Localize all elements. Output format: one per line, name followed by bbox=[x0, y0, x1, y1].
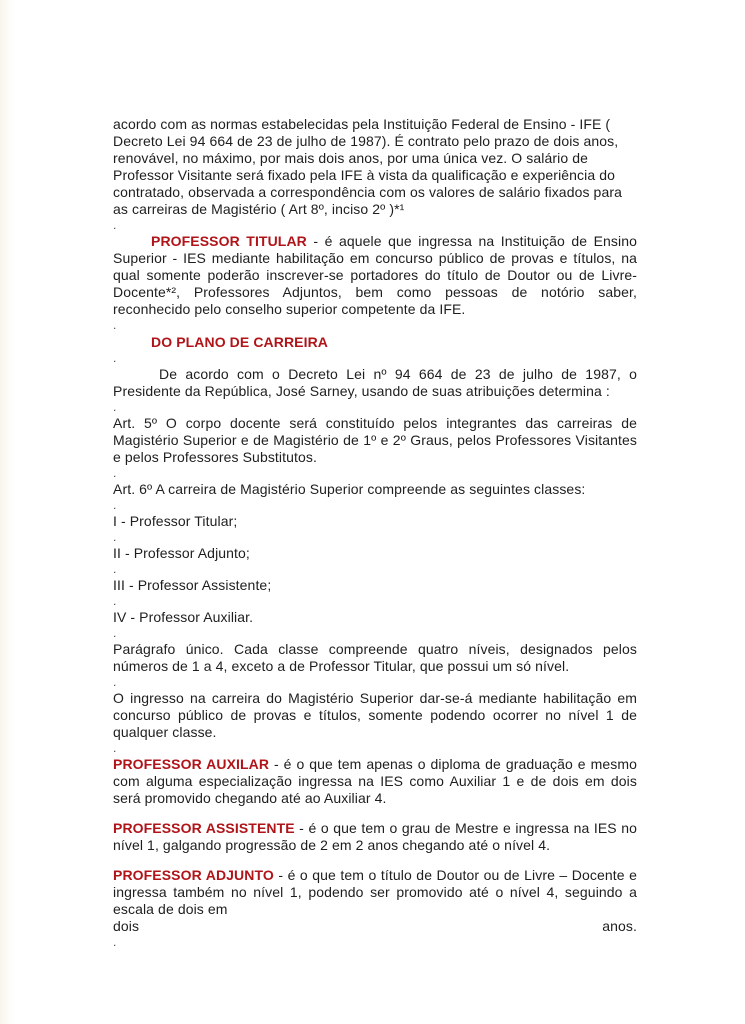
paragraph-intro: acordo com as normas estabelecidas pela Instituição Federal de Ensino - IFE ( Decreto Lei 94 664 de 23 de julho de 1987). É contrato pelo prazo de dois anos, renovável, no máximo, por mais dois anos, por uma única vez. O salário de Professor Visitante será fixado pela IFE à vista da qualificação e experiência do contratado, observada a correspondência com os valores de salário fixados para as carreiras de Magistério ( Art 8º, inciso 2º )*¹ bbox=[113, 116, 622, 217]
adjunto-last-line-right: anos. bbox=[602, 918, 637, 934]
adjunto-last-line bbox=[113, 918, 637, 935]
heading-do-plano-de-carreira: DO PLANO DE CARREIRA bbox=[151, 334, 329, 350]
scan-edge-shadow bbox=[0, 0, 16, 1024]
professor-auxiliar-label: PROFESSOR AUXILAR bbox=[113, 756, 270, 772]
professor-assistente-text: - é o que tem o grau de Mestre e ingressa na IES no nível 1, galgando progressão de 2 em 2 anos chegando até o nível 4. bbox=[113, 820, 637, 853]
dot-separator: . bbox=[113, 400, 117, 414]
list-item-class-4: IV - Professor Auxiliar. bbox=[113, 609, 254, 625]
paragraph-decreto: De acordo com o Decreto Lei nº 94 664 de 23 de julho de 1987, o Presidente da República, José Sarney, usando de suas atribuições determina : bbox=[113, 366, 637, 399]
paragraph-professor-titular bbox=[113, 233, 637, 318]
professor-titular-text: - é aquele que ingressa na Instituição de Ensino Superior - IES mediante habilitação em concurso público de provas e títulos, na qual somente poderão inscrever-se portadores do título de Doutor ou de Livre-Docente*², Professores Adjuntos, bem como pessoas de notório saber, reconhecido pelo conselho superior competente da IFE. bbox=[113, 233, 637, 317]
dot-separator: . bbox=[113, 351, 117, 365]
dot-separator: . bbox=[113, 626, 117, 640]
list-item-class-3: III - Professor Assistente; bbox=[113, 577, 272, 593]
paragraph-ingresso: O ingresso na carreira do Magistério Superior dar-se-á mediante habilitação em concurso público de provas e títulos, somente podendo ocorrer no nível 1 de qualquer classe. bbox=[113, 690, 637, 740]
blank-line bbox=[113, 854, 637, 867]
dot-separator: . bbox=[113, 562, 117, 576]
paragraph-art5: Art. 5º O corpo docente será constituído pelos integrantes das carreiras de Magistério Superior e de Magistério de 1º e 2º Graus, pelos Professores Visitantes e pelos Professores Substitutos. bbox=[113, 415, 637, 465]
list-item-class-2: II - Professor Adjunto; bbox=[113, 545, 250, 561]
dot-separator: . bbox=[113, 675, 117, 689]
paragraph-art6: Art. 6º A carreira de Magistério Superior compreende as seguintes classes: bbox=[113, 481, 586, 497]
dot-separator: . bbox=[113, 318, 117, 332]
paragraph-professor-assistente bbox=[113, 820, 637, 854]
paragraph-professor-adjunto bbox=[113, 867, 637, 918]
dot-separator: . bbox=[113, 594, 117, 608]
professor-auxiliar-text: - é o que tem apenas o diploma de graduação e mesmo com alguma especialização ingressa na IES como Auxiliar 1 e de dois em dois será promovido chegando até ao Auxiliar 4. bbox=[113, 756, 637, 806]
dot-separator: . bbox=[113, 498, 117, 512]
professor-adjunto-label: PROFESSOR ADJUNTO bbox=[113, 867, 274, 883]
dot-separator: . bbox=[113, 530, 117, 544]
document-content bbox=[113, 116, 637, 950]
adjunto-last-line-left: dois bbox=[113, 918, 140, 934]
paragraph-professor-auxiliar bbox=[113, 756, 637, 807]
professor-adjunto-text: - é o que tem o título de Doutor ou de Livre – Docente e ingressa também no nível 1, podendo ser promovido até o nível 4, seguindo a escala de dois em bbox=[113, 867, 637, 917]
blank-line bbox=[113, 807, 637, 820]
dot-separator: . bbox=[113, 935, 117, 949]
dot-separator: . bbox=[113, 741, 117, 755]
professor-titular-label: PROFESSOR TITULAR bbox=[151, 233, 307, 249]
dot-separator: . bbox=[113, 218, 117, 232]
paragraph-paragrafo-unico: Parágrafo único. Cada classe compreende quatro níveis, designados pelos números de 1 a 4, exceto a de Professor Titular, que possui um só nível. bbox=[113, 641, 637, 674]
professor-assistente-label: PROFESSOR ASSISTENTE bbox=[113, 820, 295, 836]
list-item-class-1: I - Professor Titular; bbox=[113, 513, 238, 529]
dot-separator: . bbox=[113, 466, 117, 480]
